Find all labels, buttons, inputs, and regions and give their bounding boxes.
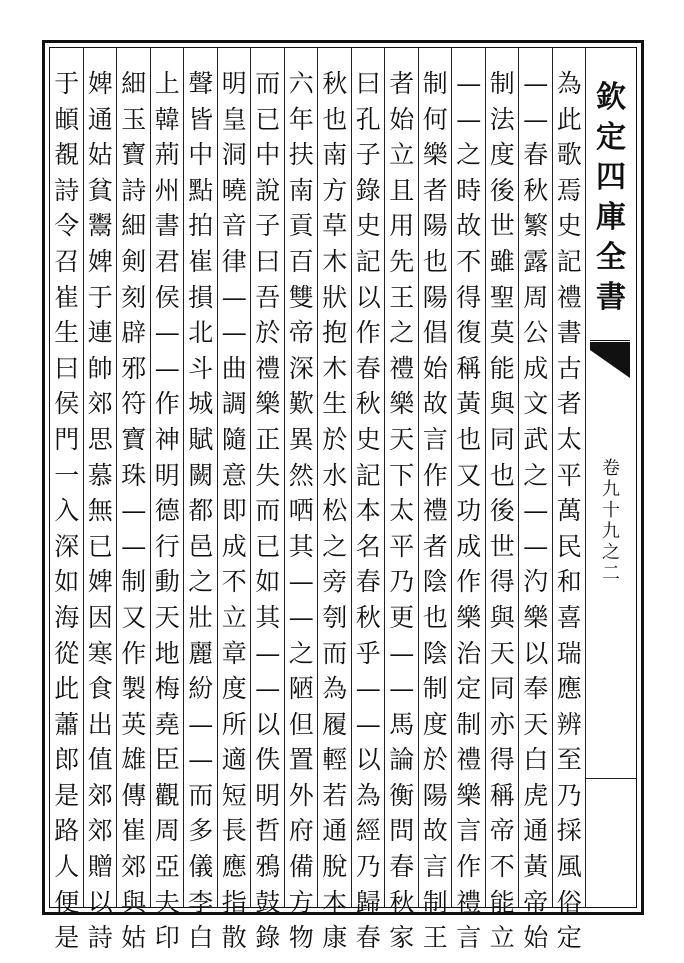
column-text: 六 年 扶 南 貢 百 雙 帝 深 歎 異 然 哂 其 — — 之 陋 但 置 外 府 備 方 物 [288,69,314,953]
column-text: — — 之 時 故 不 得 復 稱 黃 也 又 功 成 作 樂 治 定 制 禮 樂 言 作 禮 言 [456,69,482,953]
column-text: 于 頔 覩 詩 令 召 崔 生 曰 侯 門 一 入 深 如 海 從 此 蕭 郎 是 路 人 便 是 [54,69,80,953]
text-column [285,48,319,953]
text-column [251,48,285,953]
column-text: 秋 也 南 方 草 木 狀 抱 木 生 於 水 松 之 旁 刳 而 為 履 輕 若 通 脫 本 康 [322,69,348,953]
text-column [452,48,486,953]
column-rule [83,48,84,907]
column-text: — — 春 秋 繁 露 周 公 成 文 武 之 — — 汋 樂 以 奉 天 白 虎 通 黃 帝 始 [523,69,549,953]
column-rule [552,48,553,907]
column-text: 者 始 立 且 用 先 王 之 禮 樂 天 下 太 平 乃 更 — — 馬 論 衡 問 春 秋 家 [389,69,415,953]
text-column [218,48,252,953]
column-text: 聲 皆 中 點 拍 崔 損 北 斗 城 賦 闕 都 邑 之 壯 麗 紛 — — 而 多 儀 李 白 [188,69,214,953]
text-column [553,48,587,953]
column-rule [250,48,251,907]
column-text: 制 何 樂 者 陽 也 陽 倡 始 故 言 作 禮 者 陰 也 陰 制 度 於 陽 故 言 制 王 [422,69,448,953]
text-column [117,48,151,953]
text-column [50,48,84,953]
column-rule [384,48,385,907]
column-text: 為 此 歌 焉 史 記 禮 書 古 者 太 平 萬 民 和 喜 瑞 應 辨 至 乃 採 風 俗 定 [556,69,582,953]
column-text: 細 玉 寶 詩 細 剣 刻 辟 邪 符 寶 珠 — — 制 又 作 製 英 雄 傳 崔 郊 與 姑 [121,69,147,953]
page-margin-banner [585,48,636,907]
text-column [84,48,118,953]
column-rule [451,48,452,907]
book-title: 欽 定 四 庫 全 書 [596,80,626,315]
column-text: 明 皇 洞 曉 音 律 — — 曲 調 隨 意 即 成 不 立 章 度 所 適 短 長 應 指 散 [221,69,247,953]
text-column [318,48,352,953]
column-rule [518,48,519,907]
volume-label: 卷 九 十 九 之 二 [602,458,620,584]
fishtail-mark-icon [590,340,630,380]
column-rule [150,48,151,907]
margin-divider [586,778,636,779]
text-column [151,48,185,953]
text-column [486,48,520,953]
column-text: 制 法 度 後 世 雖 聖 莫 能 與 同 也 後 世 得 與 天 同 亦 得 稱 帝 不 能 立 [489,69,515,953]
column-text: 上 韓 荊 州 書 君 侯 — — 作 神 明 德 行 動 天 地 梅 堯 臣 觀 周 亞 夫 印 [154,69,180,953]
column-rule [116,48,117,907]
column-text: 而 已 中 說 子 曰 吾 於 禮 樂 正 失 而 已 如 其 — — 以 佚 明 哲 鴉 鼓 錄 [255,69,281,953]
text-column [385,48,419,953]
column-text: 曰 孔 子 錄 史 記 以 作 春 秋 史 記 本 名 春 秋 乎 — — 以 為 經 乃 歸 春 [355,69,381,953]
column-rule [284,48,285,907]
column-rule [317,48,318,907]
text-column [352,48,386,953]
column-rule [217,48,218,907]
column-text: 婢 通 姑 貧 鬻 婢 于 連 帥 郊 思 慕 無 已 婢 因 寒 食 出 值 郊 郊 贈 以 詩 [87,69,113,953]
text-column [519,48,553,953]
text-block [49,47,637,953]
column-rule [485,48,486,907]
page-frame [42,40,644,953]
text-column [419,48,453,953]
text-column [184,48,218,953]
column-rule [418,48,419,907]
column-rule [183,48,184,907]
column-rule [351,48,352,907]
